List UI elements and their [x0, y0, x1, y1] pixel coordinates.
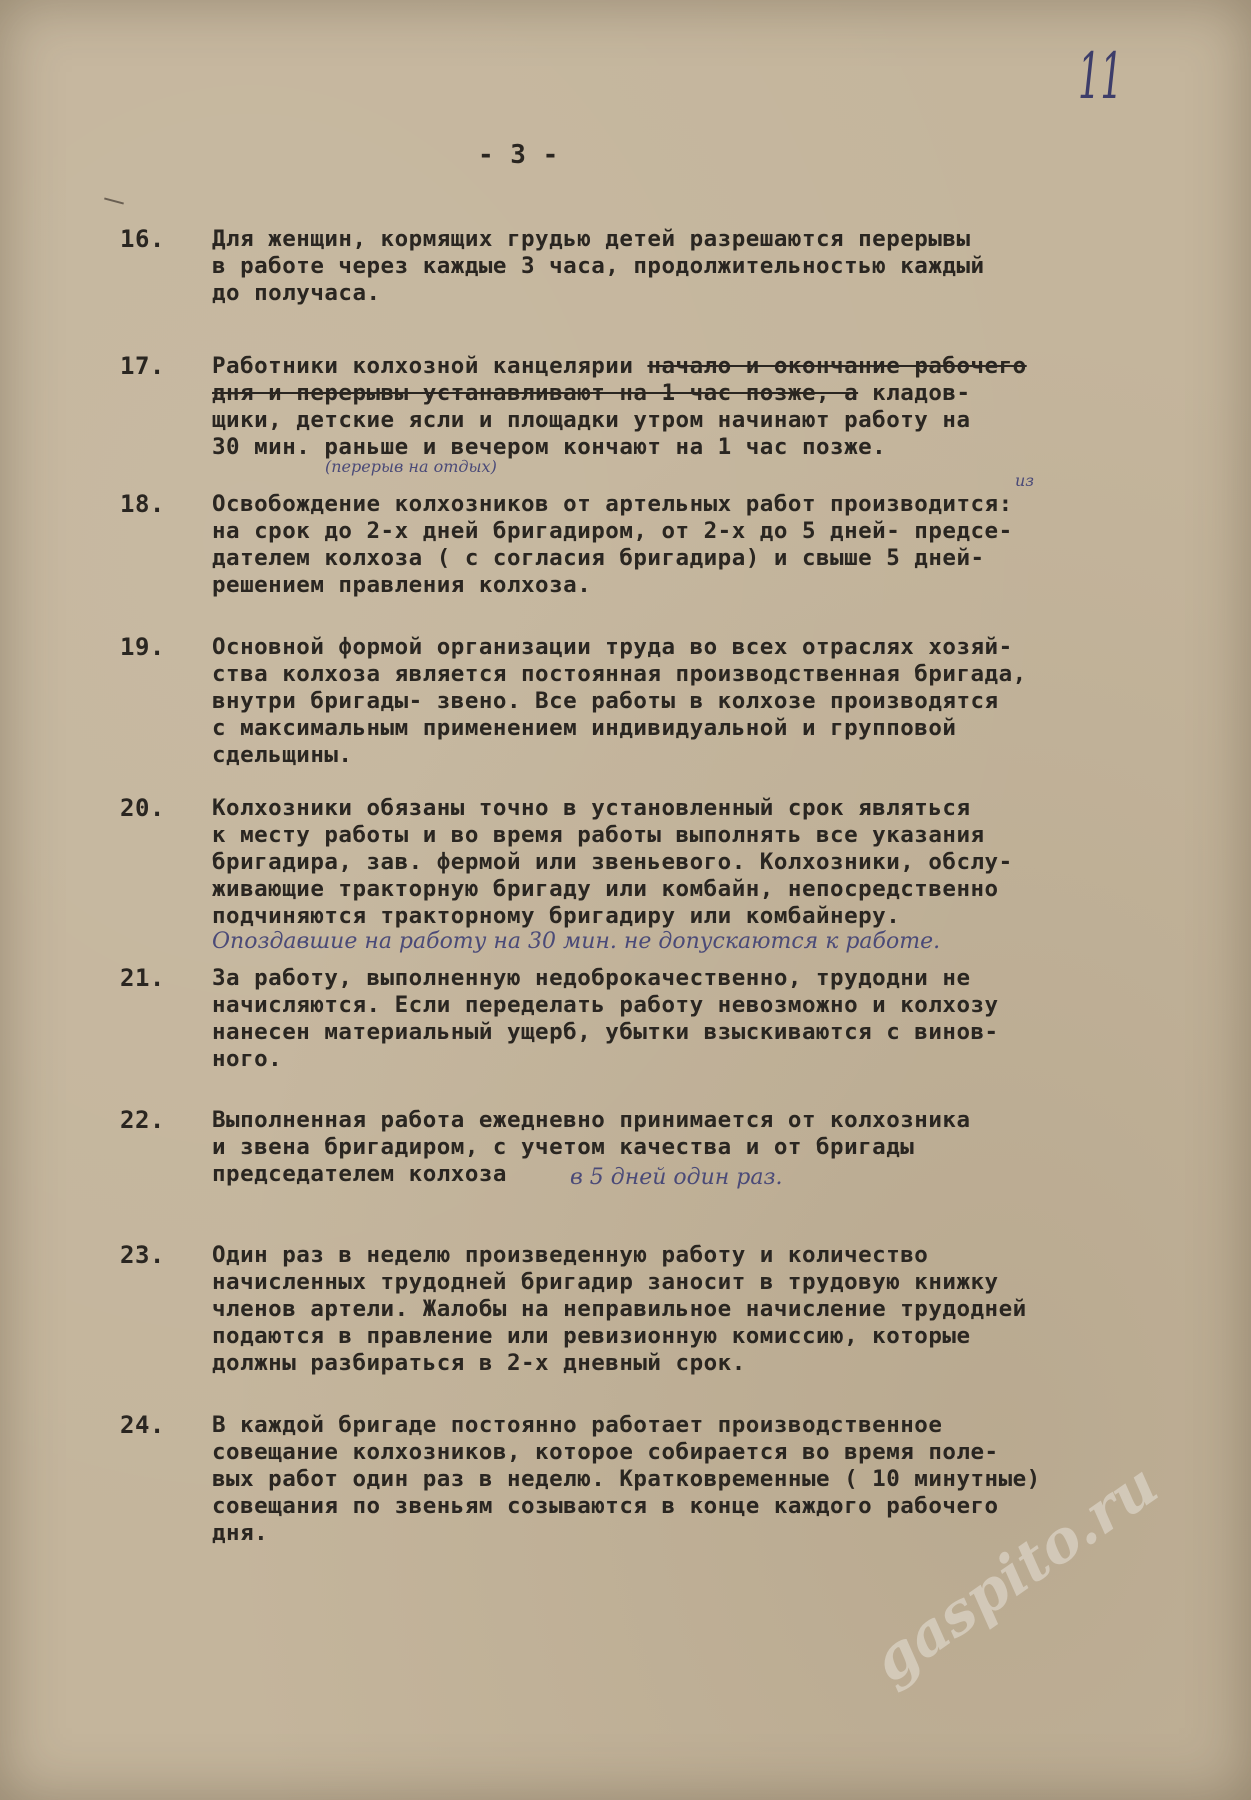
margin-mark	[104, 197, 124, 204]
paragraph-text: В каждой бригаде постоянно работает производственное совещание колхозников, которое собирается во время поле- вых работ один раз в неделю. Кратковременные ( 10 минутные) совещания по звеньям созываются в конце каждого рабочего дня.	[212, 1412, 1041, 1546]
watermark: gaspito.ru	[860, 1450, 1170, 1696]
paragraph-text: Основной формой организации труда во всех отраслях хозяй- ства колхоза является постоянная производственная бригада, внутри бригады- звено. Все работы в колхозе производятся с максимальным применением индивидуальной и групповой сдельщины.	[212, 634, 1027, 768]
paragraph-number: 22.	[120, 1106, 165, 1134]
paragraph-number: 21.	[120, 964, 165, 992]
text-fragment: Работники колхозной канцелярии	[212, 353, 648, 379]
text-fragment: кладов-	[858, 380, 971, 406]
handwritten-annotation: Опоздавшие на работу на 30 мин. не допускаются к работе.	[212, 929, 941, 954]
page-number: - 3 -	[478, 140, 559, 170]
paragraph-text: Один раз в неделю произведенную работу и количество начисленных трудодней бригадир заносит в трудовую книжку членов артели. Жалобы на неправильное начисление трудодней подаются в правление или ревизионную комиссию, которые должны разбираться в 2-х дневный срок.	[212, 1242, 1027, 1376]
paragraph-text: Выполненная работа ежедневно принимается от колхозника и звена бригадиром, с учетом качества и от бригады председателем колхоза	[212, 1107, 971, 1187]
paragraph-text: Освобождение колхозников от артельных работ производится: на срок до 2-х дней бригадиром, от 2-х до 5 дней- предсе- дателем колхоза ( с согласия бригадира) и свыше 5 дней- решением правления колхоза.	[212, 491, 1013, 598]
handwritten-annotation: (перерыв на отдых)	[325, 457, 497, 476]
paragraph-number: 23.	[120, 1241, 165, 1269]
paragraph-text: За работу, выполненную недоброкачественно, трудодни не начисляются. Если переделать работу невозможно и колхозу нанесен материальный ущерб, убытки взыскиваются с винов- ного.	[212, 965, 999, 1072]
paragraph-number: 24.	[120, 1411, 165, 1439]
paragraph-number: 20.	[120, 794, 165, 822]
paragraph-text	[212, 353, 1212, 461]
paragraph-text: Для женщин, кормящих грудью детей разрешаются перерывы в работе через каждые 3 часа, продолжительностью каждый до получаса.	[212, 226, 985, 306]
paragraph-number: 19.	[120, 633, 165, 661]
paragraph-number: 16.	[120, 225, 165, 253]
handwritten-annotation: в 5 дней один раз.	[570, 1165, 783, 1190]
struck-text: дня и перерывы устанавливают на 1 час позже, а	[212, 380, 859, 406]
struck-text: начало и окончание рабочего	[647, 353, 1027, 379]
paragraph-text: Колхозники обязаны точно в установленный срок являться к месту работы и во время работы выполнять все указания бригадира, зав. фермой или звеньевого. Колхозники, обслу- живающие тракторную бригаду или комбайн, непосредственно подчиняются тракторному бригадиру или комбайнеру.	[212, 795, 1013, 929]
text-fragment: щики, детские ясли и площадки утром начинают работу на 30 мин. раньше и вечером кончают на 1 час позже.	[212, 407, 971, 460]
paragraph-number: 18.	[120, 490, 165, 518]
paragraph-number: 17.	[120, 352, 165, 380]
handwritten-correction: из	[1015, 471, 1035, 490]
folio-number: 11	[1078, 40, 1123, 114]
